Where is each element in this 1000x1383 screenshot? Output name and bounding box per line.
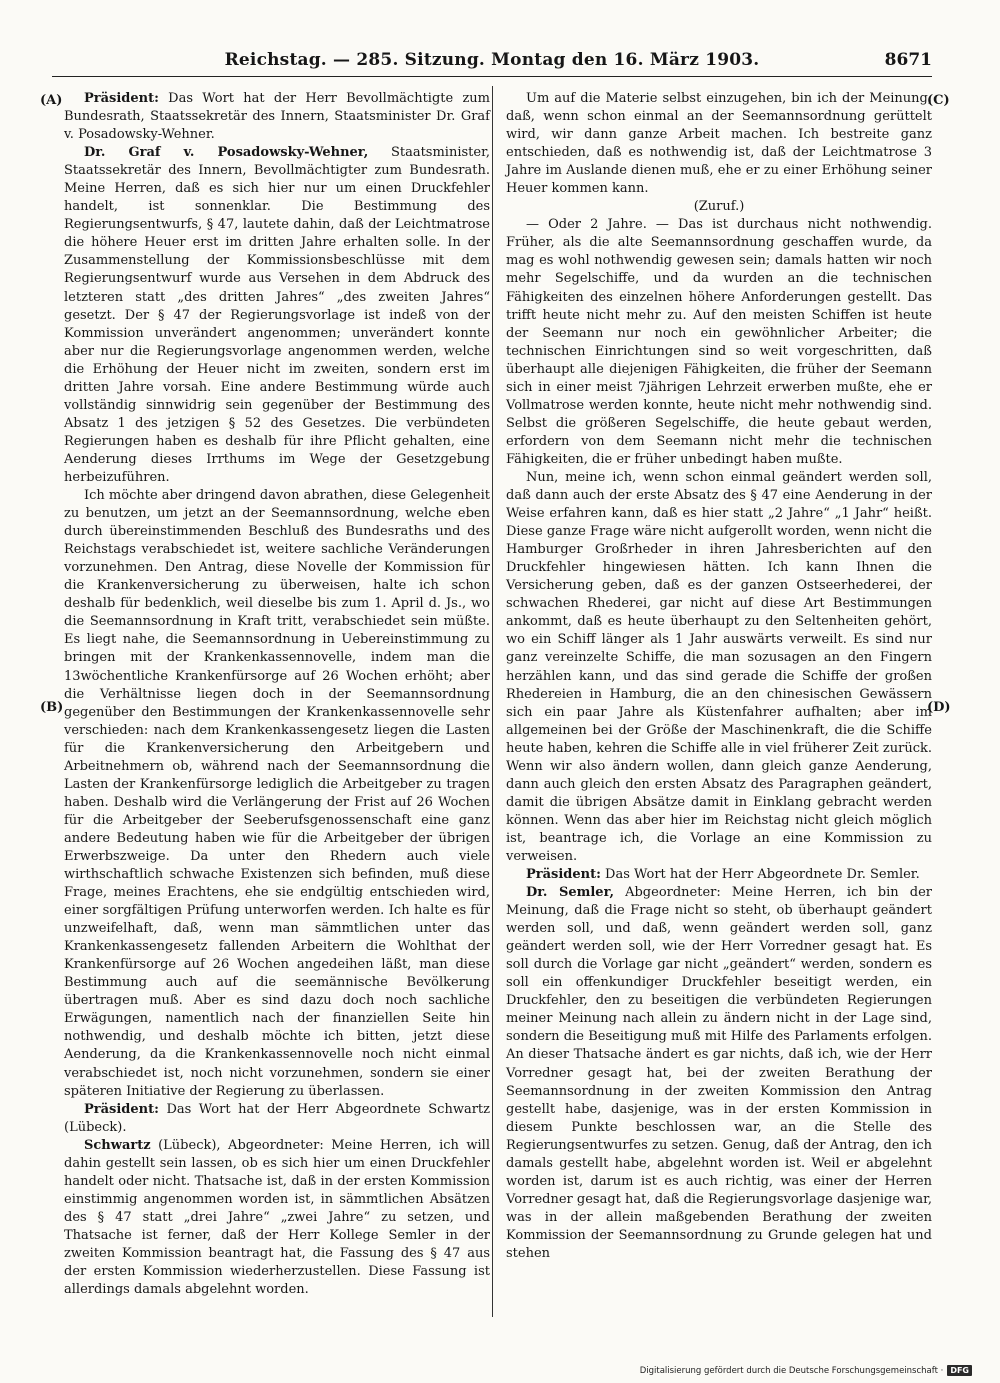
digitization-credit <box>640 1365 972 1376</box>
paragraph <box>64 1101 490 1137</box>
running-title: Reichstag. — 285. Sitzung. Montag den 16. März 1903. <box>224 50 760 70</box>
credit-text: Digitalisierung gefördert durch die Deutsche Forschungsgemeinschaft · <box>639 1365 944 1376</box>
left-column <box>64 90 490 1299</box>
right-column <box>506 90 932 1263</box>
speaker-name: Präsident: <box>526 867 601 883</box>
paragraph <box>506 884 932 1263</box>
speech-text: Abgeordneter: Meine Herren, ich bin der Meinung, daß die Frage nicht so steht, ob überhaupt geändert werden soll, und daß, wenn geändert werden soll, ganz geändert werden soll, wie der Herr Vorredner gesagt hat. Es soll durch die Vorlage gar nicht „geändert“ werden, sondern es soll ein offenkundiger Druckfehler beseitigt werden, ein Druckfehler, den zu beseitigen die verbündeten Regierungen meiner Meinung nach allein zu ändern nicht in der Lage sind, sondern die Beseitigung muß mit Hilfe des Parlaments erfolgen. An dieser Thatsache ändert es gar nichts, daß ich, wie der Herr Vorredner gesagt hat, bei der zweiten Berathung der Seemannsordnung in der zweiten Kommission den Antrag gestellt habe, dasjenige, was in der ersten Kommission in diesem Punkte beschlossen war, an die Stelle des Regierungsentwurfes zu setzen. Genug, daß der Antrag, den ich damals gestellt habe, abgelehnt worden ist. Weil er abgelehnt worden ist, darum ist es auch richtig, was einer der Herren Vorredner gesagt hat, daß die Regierungsvorlage dasjenige war, was in der allein maßgebenden Berathung der zweiten Kommission der Seemannsordnung zu Grunde gelegen hat und stehen <box>506 885 932 1261</box>
paragraph: Um auf die Materie selbst einzugehen, bin ich der Meinung, daß, wenn schon einmal an der Seemannsordnung gerüttelt wird, wir dann ganze Arbeit machen. Ich bestreite ganz entschieden, daß es nothwendig ist, daß der Leichtmatrose 3 Jahre im Auslande dienen muß, ehe er zu einer Erhöhung seiner Heuer kommen kann. <box>506 91 932 197</box>
speaker-name: Dr. Graf v. Posadowsky-Wehner, <box>84 145 369 161</box>
paragraph: — Oder 2 Jahre. — Das ist durchaus nicht nothwendig. Früher, als die alte Seemannsordnung geschaffen wurde, da mag es wohl nothwendig gewesen sein; damals hatten wir noch mehr Segelschiffe, und da wurden an die technischen Fähigkeiten des einzelnen höhere Anforderungen gestellt. Das trifft heute nicht mehr zu. Auf den meisten Schiffen ist heute der Seemann nur noch ein gewöhnlicher Arbeiter; die technischen Einrichtungen sind so weit vorgeschritten, daß überhaupt alle diejenigen Fähigkeiten, die früher der Seemann sich in einer meist 7jährigen Lehrzeit erwerben mußte, ehe er Vollmatrose werden konnte, heute nicht mehr nothwendig sind. Selbst die größeren Segelschiffe, die heute gebaut werden, erfordern von dem Seemann nicht mehr die technischen Fähigkeiten, die er früher unbedingt haben mußte. <box>506 217 932 467</box>
paragraph <box>64 1137 490 1299</box>
speech-text: Staatsminister, Staatssekretär des Innern, Bevollmächtigter zum Bundesrath. Meine Herren, daß es sich hier nur um einen Druckfehler handelt, ist sonnenklar. Die Bestimmung des Regierungsentwurfs, § 47, lautete dahin, daß der Leichtmatrose die höhere Heuer erst im dritten Jahre erhalten solle. In der Zusammenstellung der Kommissionsbeschlüsse mit dem Regierungsentwurf wurde aus Versehen in dem Abdruck des letzteren statt „des dritten Jahres“ „des zweiten Jahres“ gesetzt. Der § 47 der Regierungsvorlage ist indeß von der Kommission unverändert angenommen; unverändert konnte aber nur die Regierungsvorlage angenommen werden, welche die Erhöhung der Heuer nicht im zweiten, sondern erst im dritten Jahre vorsah. Eine andere Bestimmung würde auch vollständig sinnwidrig sein gegenüber der Bestimmung des Absatz 1 des jetzigen § 52 des Gesetzes. Die verbündeten Regierungen haben es deshalb für ihre Pflicht gehalten, eine Aenderung dieses Irrthums im Wege der Gesetzgebung herbeizuführen. <box>64 145 490 485</box>
margin-marker-c: (C) <box>927 93 950 108</box>
paragraph: Nun, meine ich, wenn schon einmal geändert werden soll, daß dann auch der erste Absatz des § 47 eine Aenderung in der Weise erfahren kann, daß es hier statt „2 Jahre“ „1 Jahr“ heißt. Diese ganze Frage wäre nicht aufgerollt worden, wenn nicht die Hamburger Großrheder in ihren Jahresberichten auf den Druckfehler hingewiesen hätten. Ich kann Ihnen die Versicherung geben, daß es der ganzen Ostseerhederei, der schwachen Rhederei, gar nicht auf diese Art Bestimmungen ankommt, daß es heute überhaupt zu den Seltenheiten gehört, wo ein Schiff länger als 1 Jahr auswärts verweilt. Es sind nur ganz vereinzelte Schiffe, die man sozusagen an den Fingern herzählen kann, und das sind gerade die Schiffe der großen Rhedereien in Hamburg, die an den chinesischen Gewässern sich ein paar Jahre als Küstenfahrer aufhalten; aber im allgemeinen bei der Größe der Maschinenkraft, die die Schiffe heute haben, kehren die Schiffe alle in viel früherer Zeit zurück. Wenn wir also ändern wollen, dann gleich ganze Aenderung, dann auch gleich den ersten Absatz des Paragraphen geändert, damit die übrigen Absätze damit in Einklang gebracht werden können. Wenn das aber hier im Reichstag nicht gleich möglich ist, beantrage ich, die Vorlage an eine Kommission zu verweisen. <box>506 469 932 864</box>
speech-text: Das Wort hat der Herr Bevollmächtigte zum Bundesrath, Staatssekretär des Innern, Staatsminister Dr. Graf v. Posadowsky-Wehner. <box>64 91 490 143</box>
interjection: (Zuruf.) <box>693 199 745 215</box>
speech-text: Das Wort hat der Herr Abgeordnete Dr. Semler. <box>600 867 920 883</box>
paragraph <box>64 90 490 144</box>
paragraph <box>506 866 932 884</box>
speaker-name: Präsident: <box>84 1101 159 1117</box>
speaker-name: Schwartz <box>84 1137 151 1153</box>
paragraph <box>64 144 490 487</box>
margin-marker-d: (D) <box>927 700 951 715</box>
speech-text: Das Wort hat der Herr Abgeordnete Schwartz (Lübeck). <box>64 1101 490 1135</box>
running-header <box>52 50 932 77</box>
speaker-name: Dr. Semler, <box>526 885 614 901</box>
margin-marker-a: (A) <box>40 93 63 108</box>
margin-marker-b: (B) <box>40 700 64 715</box>
page-number: 8671 <box>884 50 932 70</box>
dfg-logo: DFG <box>947 1365 972 1376</box>
column-divider <box>492 86 493 1317</box>
speech-text: (Lübeck), Abgeordneter: Meine Herren, ich will dahin gestellt sein lassen, ob es sich hier um einen Druckfehler handelt oder nicht. Thatsache ist, daß in der ersten Kommission einstimmig angenommen worden ist, in sämmtlichen Absätzen des § 47 statt „drei Jahre“ „zwei Jahre“ zu setzen, und Thatsache ist ferner, daß der Herr Kollege Semler in der zweiten Kommission beantragt hat, die Fassung des § 47 aus der ersten Kommission wiederherzustellen. Diese Fassung ist allerdings damals abgelehnt worden. <box>64 1137 490 1298</box>
paragraph: Ich möchte aber dringend davon abrathen, diese Gelegenheit zu benutzen, um jetzt an der Seemannsordnung, welche eben durch übereinstimmenden Beschluß des Bundesraths und des Reichstags verabschiedet ist, weitere sachliche Veränderungen vorzunehmen. Den Antrag, diese Novelle der Kommission für die Krankenversicherung zu überweisen, halte ich schon deshalb für bedenklich, weil dieselbe bis zum 1. April d. Js., wo die Seemannsordnung in Kraft tritt, verabschiedet sein müßte. Es liegt nahe, die Seemannsordnung in Uebereinstimmung zu bringen mit der Krankenkassennovelle, indem man die 13wöchentliche Krankenfürsorge auf 26 Wochen erhöht; aber die Verhältnisse liegen doch in der Seemannsordnung gegenüber den Bestimmungen der Krankenkassennovelle sehr verschieden: nach dem Krankenkassengesetz liegen die Lasten für die Krankenversicherung den Arbeitgebern und Arbeitnehmern ob, während nach der Seemannsordnung die Lasten der Krankenfürsorge lediglich die Arbeitgeber zu tragen haben. Deshalb wird die Verlängerung der Frist auf 26 Wochen für die Arbeitgeber der Seeberufsgenossenschaft eine ganz andere Bedeutung haben wie für die Arbeitgeber der übrigen Erwerbszweige. Da unter den Rhedern auch viele wirthschaftlich schwache Existenzen sich befinden, muß diese Frage, meines Erachtens, ehe sie endgültig entschieden wird, einer sorgfältigen Prüfung unterworfen werden. Ich halte es für unzweifelhaft, daß, wenn man sämmtlichen unter das Krankenkassengesetz fallenden Arbeitern die Wohlthat der Krankenfürsorge auf 26 Wochen angedeihen läßt, man diese Bestimmung auch auf die seemännische Bevölkerung übertragen muß. Aber es sind dazu doch noch sachliche Erwägungen, namentlich nach der finanziellen Seite hin nothwendig, und deshalb möchte ich bitten, jetzt diese Aenderung, da die Krankenkassennovelle noch nicht einmal verabschiedet ist, noch nicht vorzunehmen, sondern sie einer späteren Initiative der Regierung zu überlassen. <box>64 488 490 1099</box>
speaker-name: Präsident: <box>84 91 159 106</box>
